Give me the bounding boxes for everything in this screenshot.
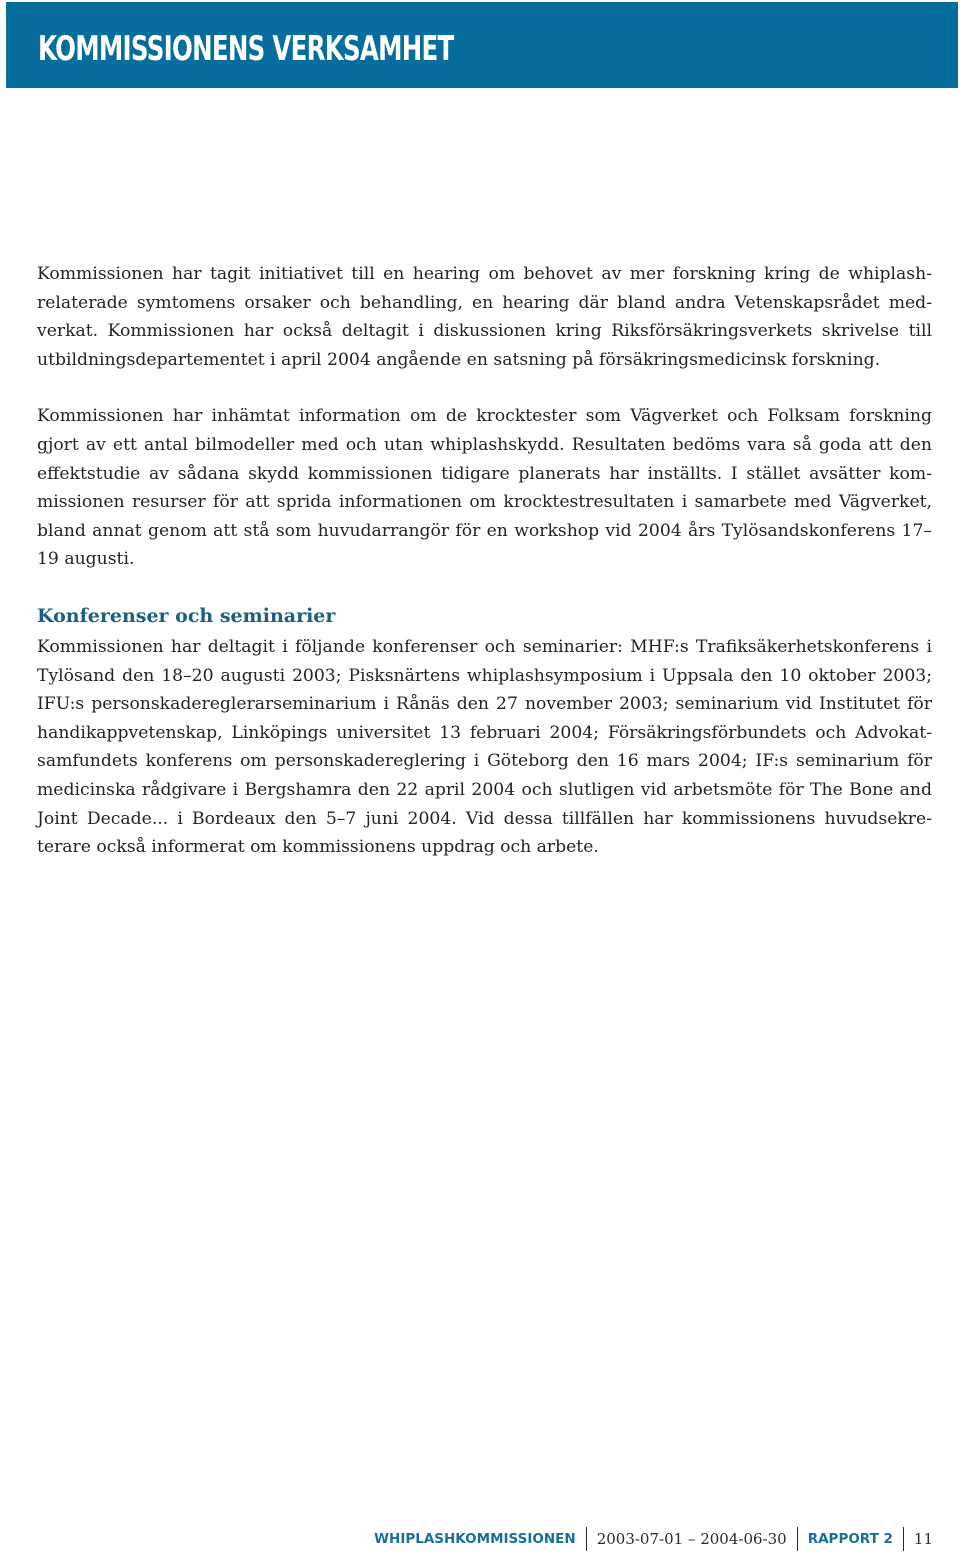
footer-divider	[903, 1527, 904, 1551]
section-heading: Konferenser och seminarier	[37, 604, 336, 627]
footer-report: RAPPORT 2	[807, 1531, 893, 1547]
page-footer	[374, 1527, 933, 1551]
document-body	[37, 260, 932, 890]
paragraph-hearing: Kommissionen har tagit initiativet till en hearing om behovet av mer forskning kring de whiplashrelaterade symtomens orsaker och behandling, en hearing där bland andra Vetenskapsrådet medverkat. Kommissionen har också deltagit i diskussionen kring Riksförsäkringsverkets skrivelse till utbildningsdepartementet i april 2004 angående en satsning på försäkringsmedicinsk forskning.	[37, 264, 932, 370]
footer-organization: WHIPLASHKOMMISSIONEN	[374, 1531, 576, 1547]
header-bar	[6, 2, 958, 88]
paragraph-crash-tests: Kommissionen har inhämtat information om de krocktester som Vägverket och Folksam forskning gjort av ett antal bilmodeller med och utan whiplashskydd. Resultaten bedöms vara så goda att den effektstudie av sådana skydd kommissionen tidigare planerats har inställts. I stället avsätter kommissionen resurser för att sprida informationen om krocktestresultaten i samarbete med Vägverket, bland annat genom att stå som huvudarrangör för en workshop vid 2004 års Tylösandskonferens 17–19 augusti.	[37, 406, 932, 570]
page-number: 11	[913, 1530, 933, 1548]
footer-divider	[586, 1527, 587, 1551]
footer-divider	[797, 1527, 798, 1551]
paragraph-conferences: Kommissionen har deltagit i följande konferenser och seminarier: MHF:s Trafiksäkerhetskonferens i Tylösand den 18–20 augusti 2003; Pisksnärtens whiplashsymposium i Uppsala den 10 oktober 2003; IFU:s personskadereglerarseminarium i Rånäs den 27 november 2003; seminarium vid Institutet för handikappvetenskap, Linköpings universitet 13 februari 2004; Försäkringsförbundets och Advokatsamfundets konferens om personskadereglering i Göteborg den 16 mars 2004; IF:s seminarium för medicinska rådgivare i Bergshamra den 22 april 2004 och slutligen vid arbetsmöte för The Bone and Joint Decade... i Bordeaux den 5–7 juni 2004. Vid dessa tillfällen har kommissionens huvudsekreterare också informerat om kommissionens uppdrag och arbete.	[37, 636, 932, 858]
footer-date-range: 2003-07-01 – 2004-06-30	[596, 1530, 787, 1548]
page-title: KOMMISSIONENS VERKSAMHET	[38, 29, 454, 69]
